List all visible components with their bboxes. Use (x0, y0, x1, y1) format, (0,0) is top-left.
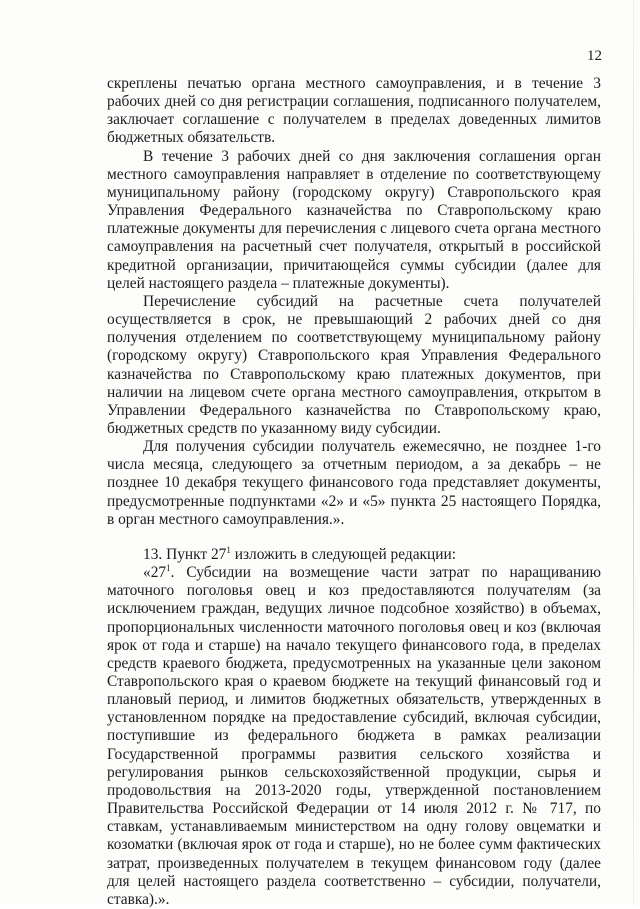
paragraph-1: скреплены печатью органа местного самоуправления, и в течение 3 рабочих дней со дня регистрации соглашения, подписанного получателем, заключает соглашение с получателем в пределах доведенных лимитов бюджетных обязательств. (107, 75, 601, 147)
paragraph-3: Перечисление субсидий на расчетные счета получателей осуществляется в срок, не превышающий 2 рабочих дней со дня получения отделением по соответствующему муниципальному району (городскому округу) Ставропольского края Управления Федерального казначейства по Ставропольскому краю платежных документов, при наличии на лицевом счете органа местного самоуправления, открытом в Управлении Федерального казначейства по Ставропольскому краю, бюджетных средств по указанному виду субсидии. (107, 292, 601, 437)
clause-superscript: 1 (226, 544, 231, 555)
document-body (107, 75, 601, 909)
scan-edge-line (633, 0, 634, 905)
paragraph-5 (107, 546, 601, 564)
paragraph-6 (107, 564, 601, 909)
paragraph-4: Для получения субсидии получатель ежемесячно, не позднее 1-го числа месяца, следующего за отчетным периодом, а за декабрь – не позднее 10 декабря текущего финансового года представляет документы, предусмотренные подпунктами «2» и «5» пункта 25 настоящего Порядка, в орган местного самоуправления.». (107, 438, 601, 528)
paragraph-gap (107, 529, 601, 546)
paragraph-2: В течение 3 рабочих дней со дня заключения соглашения орган местного самоуправления направляет в отделение по соответствующему муниципальному району (городскому округу) Ставропольского края Управления Федерального казначейства по Ставропольскому краю платежные документы для перечисления с лицевого счета органа местного самоуправления на расчетный счет получателя, открытый в российской кредитной организации, причитающейся суммы субсидии (далее для целей настоящего раздела – платежные документы). (107, 147, 601, 292)
clause-quote-superscript: 1 (166, 563, 171, 574)
page-number: 12 (587, 48, 602, 64)
clause-number: 13. Пункт 27 (143, 545, 227, 563)
clause-quote-number: «27 (143, 564, 167, 582)
clause-instruction: изложить в следующей редакции: (230, 545, 456, 563)
clause-quote-text: . Субсидии на возмещение части затрат по наращиванию маточного поголовья овец и коз предоставляются получателям (за исключением граждан, ведущих личное подсобное хозяйство) в объемах, пропорциональных численности маточного поголовья овец и коз (включая ярок от года и старше) на начало текущего финансового года, в пределах средств краевого бюджета, предусмотренных на указанные цели законом Ставропольского края о краевом бюджете на текущий финансовый год и плановый период, и лимитов бюджетных обязательств, утвержденных в установленном порядке на предоставление субсидий, включая субсидии, поступившие из федерального бюджета в рамках реализации Государственной программы развития сельского хозяйства и регулирования рынков сельскохозяйственной продукции, сырья и продовольствия на 2013-2020 годы, утвержденной постановлением Правительства Российской Федерации от 14 июля 2012 г. № 717, по ставкам, устанавливаемым министерством на одну голову овцематки и козоматки (включая ярок от года и старше), но не более сумм фактических затрат, произведенных получателем в текущем финансовом году (далее для целей настоящего раздела соответственно – субсидии, получатели, ставка).». (107, 564, 601, 908)
